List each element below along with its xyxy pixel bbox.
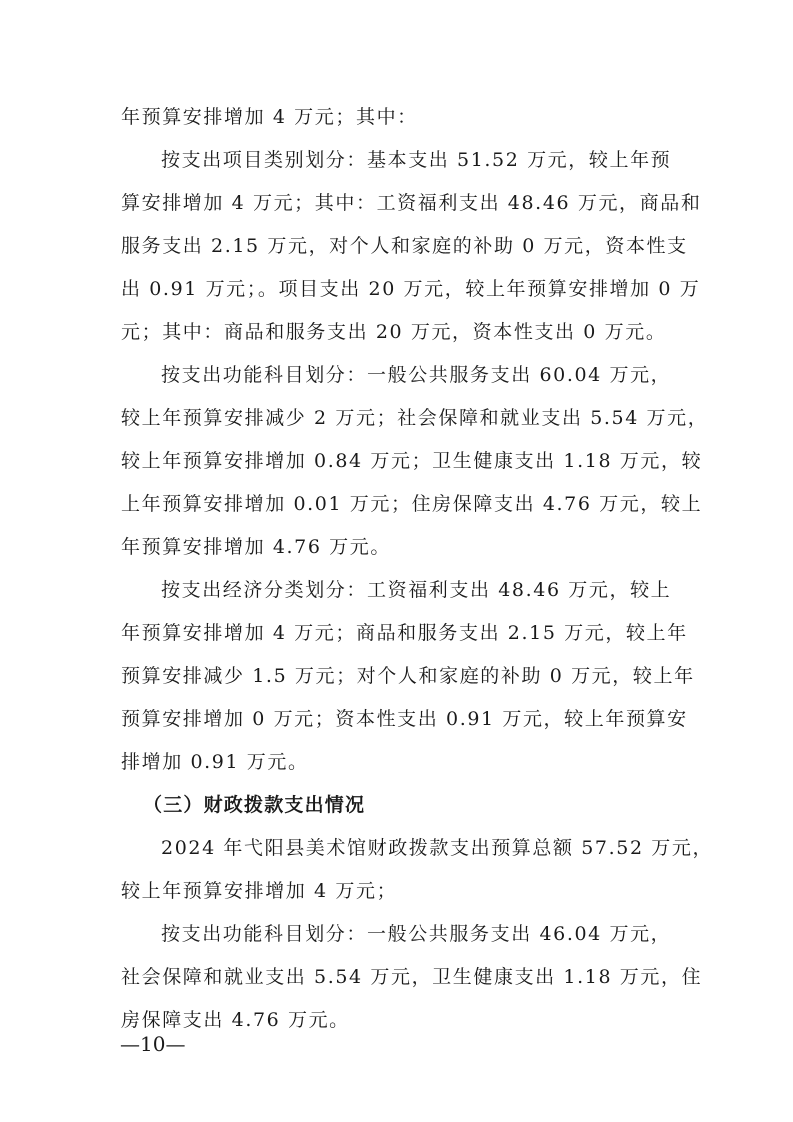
- text-line: 房保障支出 4.76 万元。: [121, 1009, 350, 1031]
- text-line: 较上年预算安排增加 0.84 万元；卫生健康支出 1.18 万元，较: [121, 450, 703, 472]
- text-line: 服务支出 2.15 万元，对个人和家庭的补助 0 万元，资本性支: [121, 235, 688, 257]
- text-line: 年预算安排增加 4.76 万元。: [121, 536, 391, 558]
- text-line: 上年预算安排增加 0.01 万元；住房保障支出 4.76 万元，较上: [121, 493, 703, 515]
- text-line: 元；其中：商品和服务支出 20 万元，资本性支出 0 万元。: [121, 321, 667, 343]
- text-line: 2024 年弋阳县美术馆财政拨款支出预算总额 57.52 万元，: [161, 837, 714, 859]
- text-line: 排增加 0.91 万元。: [121, 751, 309, 773]
- text-line: 按支出项目类别划分：基本支出 51.52 万元，较上年预: [161, 149, 672, 171]
- section-heading: （三）财政拨款支出情况: [143, 794, 366, 816]
- text-line: 年预算安排增加 4 万元；商品和服务支出 2.15 万元，较上年: [121, 622, 688, 644]
- text-line: 较上年预算安排增加 4 万元；: [121, 880, 398, 902]
- text-line: 预算安排减少 1.5 万元；对个人和家庭的补助 0 万元，较上年: [121, 665, 695, 687]
- text-line: 年预算安排增加 4 万元；其中：: [121, 106, 418, 128]
- text-line: 按支出经济分类划分：工资福利支出 48.46 万元，较上: [161, 579, 672, 601]
- text-line: 预算安排增加 0 万元；资本性支出 0.91 万元，较上年预算安: [121, 708, 688, 730]
- text-line: 算安排增加 4 万元；其中：工资福利支出 48.46 万元，商品和: [121, 192, 702, 214]
- text-line: 按支出功能科目划分：一般公共服务支出 46.04 万元，: [161, 923, 672, 945]
- text-line: 出 0.91 万元；。项目支出 20 万元，较上年预算安排增加 0 万: [121, 278, 701, 300]
- text-line: 较上年预算安排减少 2 万元；社会保障和就业支出 5.54 万元，: [121, 407, 709, 429]
- text-line: 按支出功能科目划分：一般公共服务支出 60.04 万元，: [161, 364, 672, 386]
- page-number: —10—: [120, 1032, 186, 1056]
- text-line: 社会保障和就业支出 5.54 万元，卫生健康支出 1.18 万元，住: [121, 966, 703, 988]
